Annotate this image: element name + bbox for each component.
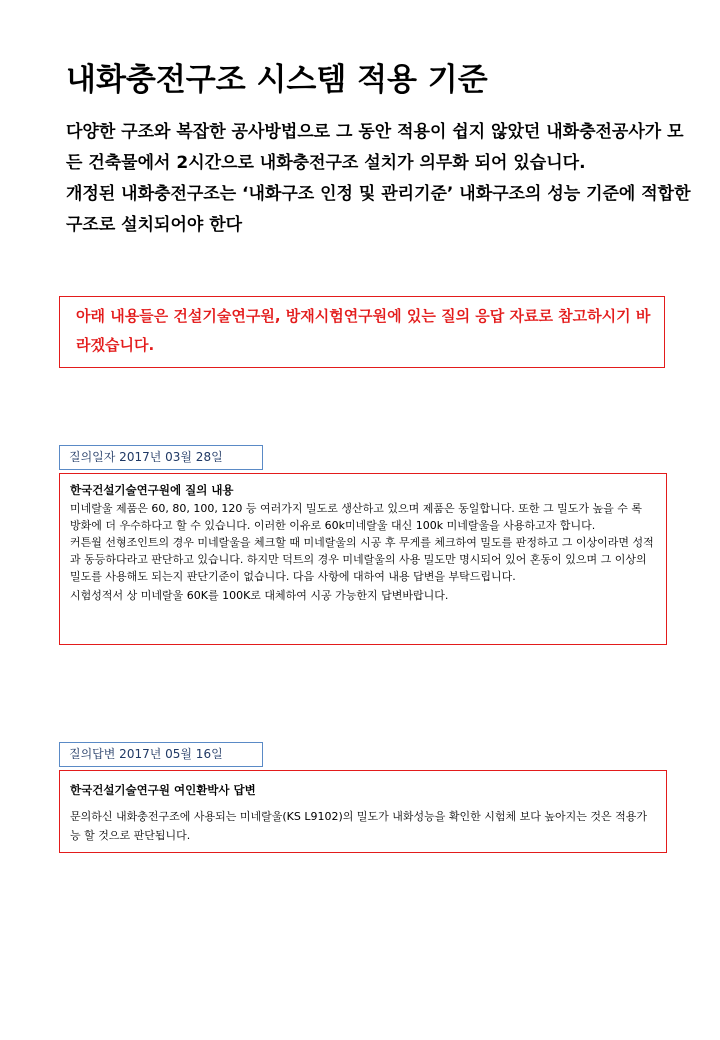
- answer-date-tag: 질의답변 2017년 05월 16일: [59, 742, 263, 767]
- page-title: 내화충전구조 시스템 적용 기준: [66, 62, 488, 98]
- question-paragraph-2: 커튼월 선형조인트의 경우 미네랄울을 체크할 때 미네랄울의 시공 후 무게를 체크하여 밀도를 판정하고 그 이상이라면 성적과 동등하다라고 판단하고 있습니다. 하지만 덕트의 경우 미네랄울의 사용 밀도만 명시되어 있어 혼동이 있으며 그 이상의 밀도를 사용해도 되는지 판단기준이 없습니다. 다음 사항에 대하여 내용 답변을 부탁드립니다.: [70, 536, 654, 583]
- intro-section: [66, 117, 696, 241]
- question-paragraph-3: 시험성적서 상 미네랄울 60K를 100K로 대체하여 시공 가능한지 답변바랍니다.: [70, 589, 449, 602]
- question-title: 한국건설기술연구원에 질의 내용: [70, 483, 234, 497]
- intro-paragraph-1: 다양한 구조와 복잡한 공사방법으로 그 동안 적용이 쉽지 않았던 내화충전공사가 모든 건축물에서 2시간으로 내화충전구조 설치가 의무화 되어 있습니다.: [66, 122, 684, 173]
- notice-text: 아래 내용들은 건설기술연구원, 방재시험연구원에 있는 질의 응답 자료로 참고하시기 바라겠습니다.: [76, 307, 651, 354]
- answer-box: [59, 770, 667, 853]
- question-box: [59, 473, 667, 645]
- intro-paragraph-2: 개정된 내화충전구조는 ‘내화구조 인정 및 관리기준’ 내화구조의 성능 기준에 적합한 구조로 설치되어야 한다: [66, 184, 691, 235]
- question-date-tag: 질의일자 2017년 03월 28일: [59, 445, 263, 470]
- answer-title: 한국건설기술연구원 여인환박사 답변: [70, 783, 256, 797]
- answer-paragraph-1: 문의하신 내화충전구조에 사용되는 미네랄울(KS L9102)의 밀도가 내화성능을 확인한 시험체 보다 높아지는 것은 적용가능 할 것으로 판단됩니다.: [70, 810, 648, 842]
- notice-box: [59, 296, 665, 368]
- question-paragraph-1: 미네랄울 제품은 60, 80, 100, 120 등 여러가지 밀도로 생산하고 있으며 제품은 동일합니다. 또한 그 밀도가 높을 수 록 방화에 더 우수하다고 할 수 있습니다. 이러한 이유로 60k미네랄울 대신 100k 미네랄울을 사용하고자 합니다.: [70, 502, 642, 532]
